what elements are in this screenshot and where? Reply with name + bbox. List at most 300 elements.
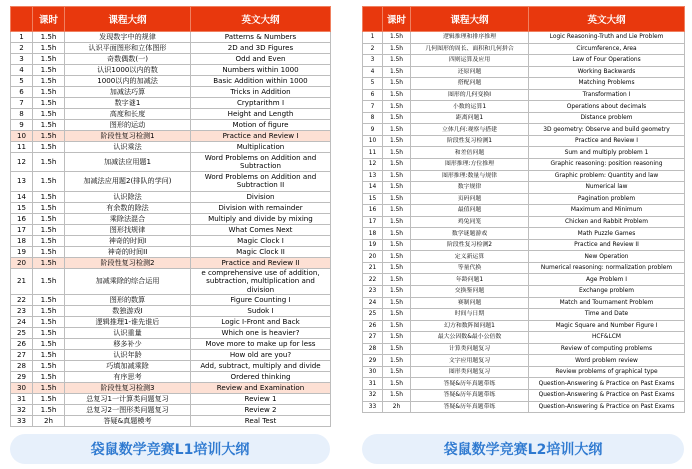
l2-table-row <box>363 216 685 228</box>
l1-row-hours: 1.5h <box>33 339 65 350</box>
l1-table-row <box>11 32 331 43</box>
l1-row-hours: 2h <box>33 416 65 427</box>
l2-row-index: 32 <box>363 389 383 401</box>
l2-row-course: 还原问题 <box>411 66 529 78</box>
l2-row-index: 29 <box>363 355 383 367</box>
l1-row-hours: 1.5h <box>33 235 65 246</box>
l1-table-row <box>11 224 331 235</box>
l2-row-course: 定义新运算 <box>411 251 529 263</box>
l2-row-course: 等量代换 <box>411 262 529 274</box>
l2-table-row <box>363 101 685 113</box>
l1-table-row <box>11 202 331 213</box>
l1-row-hours: 1.5h <box>33 109 65 120</box>
l1-row-hours: 1.5h <box>33 120 65 131</box>
l1-row-course: 加减法应用题1 <box>65 153 191 172</box>
l2-row-hours: 1.5h <box>383 332 411 344</box>
l2-row-hours: 1.5h <box>383 159 411 171</box>
l2-row-index: 12 <box>363 159 383 171</box>
l1-row-index: 15 <box>11 202 33 213</box>
l2-row-hours: 1.5h <box>383 112 411 124</box>
l1-row-index: 19 <box>11 246 33 257</box>
l2-row-course: 阶段性复习检测2 <box>411 239 529 251</box>
l2-row-course: 阶段性复习检测1 <box>411 135 529 147</box>
l1-row-index: 20 <box>11 257 33 268</box>
l1-row-index: 16 <box>11 213 33 224</box>
l1-table-row <box>11 372 331 383</box>
l1-row-course: 图形的运动 <box>65 120 191 131</box>
l2-header-hours: 课时 <box>383 7 411 32</box>
l2-table-row <box>363 228 685 240</box>
l2-row-hours: 1.5h <box>383 251 411 263</box>
l2-row-course: 文字应用题复习 <box>411 355 529 367</box>
l2-table-row <box>363 66 685 78</box>
l2-row-english: Practice and Review I <box>529 135 685 147</box>
l2-row-course: 赛制问题 <box>411 297 529 309</box>
l1-table-row <box>11 246 331 257</box>
l1-row-hours: 1.5h <box>33 87 65 98</box>
l1-caption: 袋鼠数学竞赛L1培训大纲 <box>10 434 330 464</box>
l1-row-english: Numbers within 1000 <box>191 65 331 76</box>
l1-row-index: 5 <box>11 76 33 87</box>
l2-row-index: 2 <box>363 43 383 55</box>
l1-row-hours: 1.5h <box>33 246 65 257</box>
l1-row-course: 有余数的除法 <box>65 202 191 213</box>
l2-row-course: 距离问题1 <box>411 112 529 124</box>
l1-row-hours: 1.5h <box>33 54 65 65</box>
l2-row-course: 图形推理:方位推理 <box>411 159 529 171</box>
l1-header-english: 英文大纲 <box>191 7 331 32</box>
l2-row-english: Question-Answering & Practice on Past Exams <box>529 401 685 413</box>
l1-table-row <box>11 172 331 191</box>
l1-table-row <box>11 383 331 394</box>
l1-row-course: 认识乘法 <box>65 142 191 153</box>
l2-row-english: Operations about decimals <box>529 101 685 113</box>
l2-row-index: 7 <box>363 101 383 113</box>
l2-row-index: 28 <box>363 343 383 355</box>
l1-syllabus-table <box>10 6 331 427</box>
l1-row-hours: 1.5h <box>33 153 65 172</box>
l1-row-course: 1000以内的加减法 <box>65 76 191 87</box>
l1-row-hours: 1.5h <box>33 350 65 361</box>
l2-row-english: 3D geometry: Observe and build geometry <box>529 124 685 136</box>
l1-row-hours: 1.5h <box>33 306 65 317</box>
l2-row-english: Age Problem I <box>529 274 685 286</box>
l1-header-hours: 课时 <box>33 7 65 32</box>
l2-row-course: 鸡兔同笼 <box>411 216 529 228</box>
l1-table-row <box>11 317 331 328</box>
l1-table-row <box>11 339 331 350</box>
l2-row-hours: 1.5h <box>383 101 411 113</box>
l1-syllabus-panel <box>10 6 330 427</box>
l1-row-index: 28 <box>11 361 33 372</box>
l1-row-course: 发现数字中的规律 <box>65 32 191 43</box>
l2-row-index: 9 <box>363 124 383 136</box>
l1-table-row <box>11 109 331 120</box>
l2-row-hours: 1.5h <box>383 55 411 67</box>
l1-row-hours: 1.5h <box>33 224 65 235</box>
l1-row-course: 认识1000以内的数 <box>65 65 191 76</box>
l2-table-row <box>363 159 685 171</box>
l1-row-english: Word Problems on Addition and Subtraction <box>191 153 331 172</box>
l2-row-index: 3 <box>363 55 383 67</box>
l2-header-english: 英文大纲 <box>529 7 685 32</box>
l2-row-hours: 1.5h <box>383 216 411 228</box>
l2-row-course: 数字规律 <box>411 182 529 194</box>
l2-header-index <box>363 7 383 32</box>
l2-syllabus-panel <box>362 6 684 413</box>
l1-row-index: 18 <box>11 235 33 246</box>
l1-row-english: Division <box>191 191 331 202</box>
l1-row-english: Height and Length <box>191 109 331 120</box>
l1-row-hours: 1.5h <box>33 328 65 339</box>
l2-row-english: Working Backwards <box>529 66 685 78</box>
l2-row-english: Numerical reasoning: normalization problem <box>529 262 685 274</box>
l1-table-row <box>11 76 331 87</box>
l2-row-index: 8 <box>363 112 383 124</box>
l2-table-row <box>363 205 685 217</box>
l1-row-english: Ordered thinking <box>191 372 331 383</box>
l2-row-course: 计算类问题复习 <box>411 343 529 355</box>
l2-row-hours: 1.5h <box>383 389 411 401</box>
l1-row-english: Multiplication <box>191 142 331 153</box>
l1-row-english: Basic Addition within 1000 <box>191 76 331 87</box>
l1-row-hours: 1.5h <box>33 98 65 109</box>
l1-row-english: What Comes Next <box>191 224 331 235</box>
l1-row-course: 奇数偶数(一) <box>65 54 191 65</box>
l2-caption: 袋鼠数学竞赛L2培训大纲 <box>362 434 684 464</box>
l2-row-course: 页码问题 <box>411 193 529 205</box>
l2-row-course: 答疑&历年真题带练 <box>411 401 529 413</box>
l1-row-hours: 1.5h <box>33 361 65 372</box>
l2-table-row <box>363 366 685 378</box>
l1-row-course: 有序思考 <box>65 372 191 383</box>
l2-row-english: Match and Tournament Problem <box>529 297 685 309</box>
l2-row-index: 26 <box>363 320 383 332</box>
l1-row-hours: 1.5h <box>33 394 65 405</box>
l1-table-row <box>11 235 331 246</box>
l1-table-row <box>11 213 331 224</box>
l1-row-course: 认识除法 <box>65 191 191 202</box>
l2-row-hours: 1.5h <box>383 135 411 147</box>
l2-row-english: Time and Date <box>529 309 685 321</box>
l2-row-hours: 1.5h <box>383 274 411 286</box>
l2-table-row <box>363 193 685 205</box>
l2-row-index: 31 <box>363 378 383 390</box>
l2-row-english: Exchange problem <box>529 286 685 298</box>
l2-row-english: HCF&LCM <box>529 332 685 344</box>
l2-row-index: 14 <box>363 182 383 194</box>
l2-row-index: 30 <box>363 366 383 378</box>
l1-row-index: 2 <box>11 43 33 54</box>
l1-row-hours: 1.5h <box>33 172 65 191</box>
l2-row-english: Numerical law <box>529 182 685 194</box>
l2-row-hours: 1.5h <box>383 366 411 378</box>
l1-row-english: Practice and Review II <box>191 257 331 268</box>
l2-row-english: Math Puzzle Games <box>529 228 685 240</box>
l2-table-row <box>363 401 685 413</box>
l1-table-row <box>11 153 331 172</box>
l2-row-index: 16 <box>363 205 383 217</box>
l1-row-hours: 1.5h <box>33 202 65 213</box>
l1-row-english: Practice and Review I <box>191 131 331 142</box>
l2-row-course: 图形推理:数量与规律 <box>411 170 529 182</box>
l2-row-index: 25 <box>363 309 383 321</box>
l1-row-index: 9 <box>11 120 33 131</box>
l2-table-row <box>363 32 685 44</box>
l1-row-hours: 1.5h <box>33 257 65 268</box>
l2-row-english: Word problem review <box>529 355 685 367</box>
l2-row-course: 时间与日期 <box>411 309 529 321</box>
l1-table-row <box>11 268 331 295</box>
l1-row-hours: 1.5h <box>33 32 65 43</box>
l1-row-english: Move more to make up for less <box>191 339 331 350</box>
l1-row-course: 图形找规律 <box>65 224 191 235</box>
l2-row-hours: 1.5h <box>383 320 411 332</box>
l1-row-english: Figure Counting I <box>191 295 331 306</box>
l2-row-course: 图形类问题复习 <box>411 366 529 378</box>
l1-row-english: 2D and 3D Figures <box>191 43 331 54</box>
l2-row-course: 图形的几何变换I <box>411 89 529 101</box>
l2-row-index: 1 <box>363 32 383 44</box>
l1-row-english: Multiply and divide by mixing <box>191 213 331 224</box>
l1-row-course: 认识重量 <box>65 328 191 339</box>
l2-row-index: 19 <box>363 239 383 251</box>
l1-row-english: Cryptarithm I <box>191 98 331 109</box>
l2-row-english: Transformation I <box>529 89 685 101</box>
l2-row-course: 数学谜题游戏 <box>411 228 529 240</box>
l2-row-hours: 1.5h <box>383 355 411 367</box>
l2-row-index: 10 <box>363 135 383 147</box>
l1-row-hours: 1.5h <box>33 76 65 87</box>
l1-table-row <box>11 361 331 372</box>
l2-row-english: Review problems of graphical type <box>529 366 685 378</box>
l1-row-course: 神奇的时间II <box>65 246 191 257</box>
l2-table-row <box>363 78 685 90</box>
l2-table-row <box>363 251 685 263</box>
l2-row-course: 逻辑推理和排序推理 <box>411 32 529 44</box>
l1-row-index: 33 <box>11 416 33 427</box>
l2-row-hours: 1.5h <box>383 32 411 44</box>
l1-table-row <box>11 142 331 153</box>
l1-row-hours: 1.5h <box>33 131 65 142</box>
l1-row-index: 26 <box>11 339 33 350</box>
l1-row-english: Division with remainder <box>191 202 331 213</box>
l1-row-course: 阶段性复习检测2 <box>65 257 191 268</box>
l1-row-index: 3 <box>11 54 33 65</box>
l2-row-index: 22 <box>363 274 383 286</box>
l2-table-row <box>363 182 685 194</box>
l2-row-course: 年龄问题1 <box>411 274 529 286</box>
l1-row-english: Tricks in Addition <box>191 87 331 98</box>
l1-table-row <box>11 394 331 405</box>
l1-row-english: Review 1 <box>191 394 331 405</box>
l1-row-hours: 1.5h <box>33 43 65 54</box>
l2-row-index: 23 <box>363 286 383 298</box>
l1-row-hours: 1.5h <box>33 405 65 416</box>
l2-row-course: 小数的运算1 <box>411 101 529 113</box>
l2-table-row <box>363 274 685 286</box>
l2-table-row <box>363 170 685 182</box>
l1-table-row <box>11 416 331 427</box>
l1-row-hours: 1.5h <box>33 191 65 202</box>
l1-table-body <box>11 32 331 427</box>
l1-row-course: 巧填加减乘除 <box>65 361 191 372</box>
l2-row-course: 交换鉴问题 <box>411 286 529 298</box>
l2-row-hours: 1.5h <box>383 239 411 251</box>
l2-row-index: 24 <box>363 297 383 309</box>
l1-table-row <box>11 306 331 317</box>
l2-row-course: 答疑&历年真题带练 <box>411 378 529 390</box>
l2-row-index: 17 <box>363 216 383 228</box>
l1-row-english: e comprehensive use of addition, subtraction, multiplication and division <box>191 268 331 295</box>
l1-row-english: Magic Clock I <box>191 235 331 246</box>
l2-table-body <box>363 32 685 413</box>
l1-table-row <box>11 295 331 306</box>
l1-row-hours: 1.5h <box>33 295 65 306</box>
l1-row-index: 24 <box>11 317 33 328</box>
l1-row-course: 加减法应用题2(排队的学问) <box>65 172 191 191</box>
l2-row-english: Question-Answering & Practice on Past Exams <box>529 378 685 390</box>
l1-row-hours: 1.5h <box>33 213 65 224</box>
l1-table-row <box>11 191 331 202</box>
l2-row-english: Law of Four Operations <box>529 55 685 67</box>
l2-row-hours: 1.5h <box>383 147 411 159</box>
l2-table-row <box>363 89 685 101</box>
l2-row-index: 20 <box>363 251 383 263</box>
l2-table-row <box>363 343 685 355</box>
l2-row-hours: 1.5h <box>383 378 411 390</box>
l2-row-hours: 1.5h <box>383 297 411 309</box>
l2-row-english: Pagination problem <box>529 193 685 205</box>
l1-row-index: 4 <box>11 65 33 76</box>
l2-row-index: 27 <box>363 332 383 344</box>
l2-row-course: 几何图形的周长、面积和几何拼合 <box>411 43 529 55</box>
l2-row-course: 和差倍问题 <box>411 147 529 159</box>
l2-table-row <box>363 239 685 251</box>
l2-table-row <box>363 135 685 147</box>
l2-table-row <box>363 332 685 344</box>
l2-row-english: Logic Reasoning-Truth and Lie Problem <box>529 32 685 44</box>
l2-table-row <box>363 112 685 124</box>
l2-row-index: 11 <box>363 147 383 159</box>
l2-row-course: 答疑&历年真题带练 <box>411 389 529 401</box>
l1-row-english: How old are you? <box>191 350 331 361</box>
l2-table-row <box>363 297 685 309</box>
l2-row-english: Matching Problems <box>529 78 685 90</box>
l2-row-hours: 1.5h <box>383 182 411 194</box>
l2-table-row <box>363 309 685 321</box>
l1-row-index: 21 <box>11 268 33 295</box>
l1-row-english: Odd and Even <box>191 54 331 65</box>
l2-row-index: 4 <box>363 66 383 78</box>
l1-row-index: 13 <box>11 172 33 191</box>
l1-row-english: Logic I-Front and Back <box>191 317 331 328</box>
l1-row-hours: 1.5h <box>33 268 65 295</box>
l2-row-hours: 1.5h <box>383 286 411 298</box>
l1-row-hours: 1.5h <box>33 65 65 76</box>
l1-row-english: Real Test <box>191 416 331 427</box>
l1-row-index: 22 <box>11 295 33 306</box>
l1-header-index <box>11 7 33 32</box>
l1-table-row <box>11 54 331 65</box>
l1-row-english: Review 2 <box>191 405 331 416</box>
l2-table-row <box>363 43 685 55</box>
l1-table-row <box>11 405 331 416</box>
l2-row-hours: 1.5h <box>383 66 411 78</box>
l1-row-course: 答疑&真题模考 <box>65 416 191 427</box>
l2-row-hours: 1.5h <box>383 78 411 90</box>
l1-row-index: 30 <box>11 383 33 394</box>
l1-row-course: 图形的数算 <box>65 295 191 306</box>
l1-row-index: 23 <box>11 306 33 317</box>
l2-row-hours: 1.5h <box>383 262 411 274</box>
l1-row-index: 29 <box>11 372 33 383</box>
l1-row-course: 数独游戏I <box>65 306 191 317</box>
l2-table-row <box>363 262 685 274</box>
l1-row-index: 6 <box>11 87 33 98</box>
l2-row-course: 四则运算及应用 <box>411 55 529 67</box>
l2-table-row <box>363 147 685 159</box>
l2-row-hours: 1.5h <box>383 43 411 55</box>
l2-row-hours: 1.5h <box>383 228 411 240</box>
l1-row-english: Patterns & Numbers <box>191 32 331 43</box>
l2-table-row <box>363 355 685 367</box>
l1-table-header <box>11 7 331 32</box>
l1-table-row <box>11 43 331 54</box>
l2-row-index: 5 <box>363 78 383 90</box>
l2-row-english: Distance problem <box>529 112 685 124</box>
l1-row-english: Motion of figure <box>191 120 331 131</box>
l2-table-row <box>363 55 685 67</box>
l1-row-index: 27 <box>11 350 33 361</box>
l2-row-hours: 2h <box>383 401 411 413</box>
l1-row-course: 逻辑推理1-谁先谁后 <box>65 317 191 328</box>
l2-row-english: New Operation <box>529 251 685 263</box>
l2-row-hours: 1.5h <box>383 124 411 136</box>
l2-row-index: 6 <box>363 89 383 101</box>
l1-row-hours: 1.5h <box>33 372 65 383</box>
l2-table-header <box>363 7 685 32</box>
l2-row-english: Question-Answering & Practice on Past Exams <box>529 389 685 401</box>
l1-row-english: Add, subtract, multiply and divide <box>191 361 331 372</box>
l1-row-index: 14 <box>11 191 33 202</box>
l2-header-course: 课程大纲 <box>411 7 529 32</box>
l1-row-course: 数字谜1 <box>65 98 191 109</box>
l1-header-course: 课程大纲 <box>65 7 191 32</box>
l2-table-row <box>363 389 685 401</box>
l1-row-english: Which one is heavier? <box>191 328 331 339</box>
l2-row-index: 21 <box>363 262 383 274</box>
l2-row-hours: 1.5h <box>383 193 411 205</box>
l1-table-row <box>11 98 331 109</box>
l1-row-course: 阶段性复习检测3 <box>65 383 191 394</box>
l1-row-course: 加减乘除的综合运用 <box>65 268 191 295</box>
l1-table-row <box>11 257 331 268</box>
l2-row-course: 最大公因数&最小公倍数 <box>411 332 529 344</box>
l2-table-row <box>363 124 685 136</box>
l2-row-english: Circumference, Area <box>529 43 685 55</box>
l1-row-index: 32 <box>11 405 33 416</box>
l1-row-english: Magic Clock II <box>191 246 331 257</box>
l2-row-hours: 1.5h <box>383 89 411 101</box>
l2-row-hours: 1.5h <box>383 343 411 355</box>
l1-row-course: 认识年龄 <box>65 350 191 361</box>
l1-row-index: 7 <box>11 98 33 109</box>
l2-row-index: 13 <box>363 170 383 182</box>
l2-row-hours: 1.5h <box>383 205 411 217</box>
l1-row-index: 25 <box>11 328 33 339</box>
l1-table-row <box>11 120 331 131</box>
